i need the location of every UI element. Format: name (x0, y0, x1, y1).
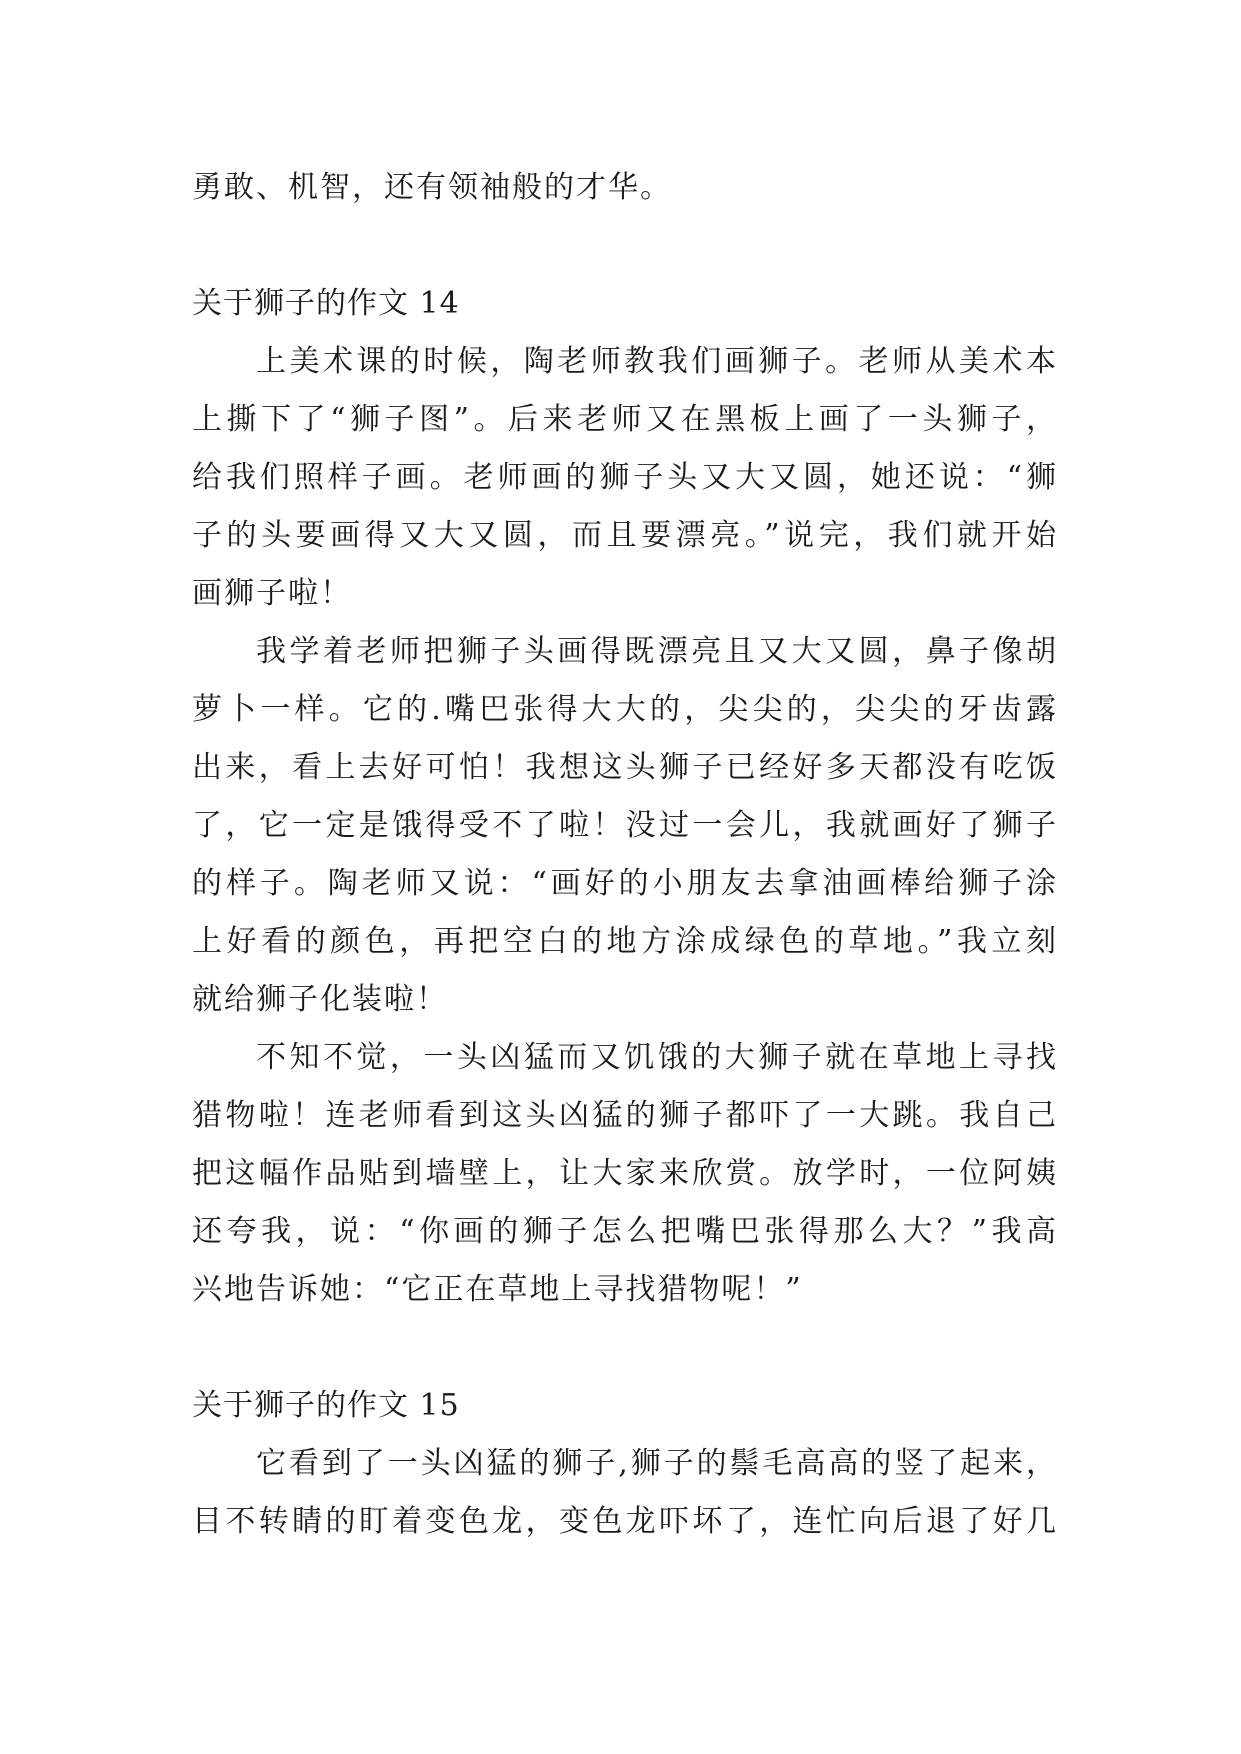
paragraph-line: 目不转睛的盯着变色龙，变色龙吓坏了，连忙向后退了好几 (192, 1504, 1056, 1539)
paragraph-line: 不知不觉，一头凶猛而又饥饿的大狮子就在草地上寻找 (256, 1040, 1056, 1075)
intro-line: 勇敢、机智，还有领袖般的才华。 (192, 170, 672, 205)
section-title-15: 关于狮子的作文 15 (192, 1388, 460, 1423)
paragraph-line: 我学着老师把狮子头画得既漂亮且又大又圆，鼻子像胡 (256, 634, 1056, 669)
paragraph-line: 萝卜一样。它的.嘴巴张得大大的，尖尖的，尖尖的牙齿露 (192, 692, 1056, 727)
paragraph-line: 兴地告诉她：“它正在草地上寻找猎物呢！” (192, 1272, 803, 1307)
paragraph-line: 给我们照样子画。老师画的狮子头又大又圆，她还说：“狮 (192, 460, 1056, 495)
paragraph-line: 就给狮子化装啦！ (192, 982, 448, 1017)
paragraph-line: 上好看的颜色，再把空白的地方涂成绿色的草地。”我立刻 (192, 924, 1056, 959)
paragraph-line: 上撕下了“狮子图”。后来老师又在黑板上画了一头狮子， (192, 402, 1056, 437)
paragraph-line: 了，它一定是饿得受不了啦！没过一会儿，我就画好了狮子 (192, 808, 1056, 843)
paragraph-line: 把这幅作品贴到墙壁上，让大家来欣赏。放学时，一位阿姨 (192, 1156, 1056, 1191)
paragraph-line: 子的头要画得又大又圆，而且要漂亮。”说完，我们就开始 (192, 518, 1056, 553)
paragraph-line: 它看到了一头凶猛的狮子,狮子的鬃毛高高的竖了起来， (256, 1446, 1056, 1481)
section-title-14: 关于狮子的作文 14 (192, 286, 460, 321)
paragraph-line: 上美术课的时候，陶老师教我们画狮子。老师从美术本 (256, 344, 1056, 379)
paragraph-line: 猎物啦！连老师看到这头凶猛的狮子都吓了一大跳。我自己 (192, 1098, 1056, 1133)
paragraph-line: 的样子。陶老师又说：“画好的小朋友去拿油画棒给狮子涂 (192, 866, 1056, 901)
paragraph-line: 画狮子啦！ (192, 576, 352, 611)
paragraph-line: 出来，看上去好可怕！我想这头狮子已经好多天都没有吃饭 (192, 750, 1056, 785)
paragraph-line: 还夸我，说：“你画的狮子怎么把嘴巴张得那么大？”我高 (192, 1214, 1056, 1249)
